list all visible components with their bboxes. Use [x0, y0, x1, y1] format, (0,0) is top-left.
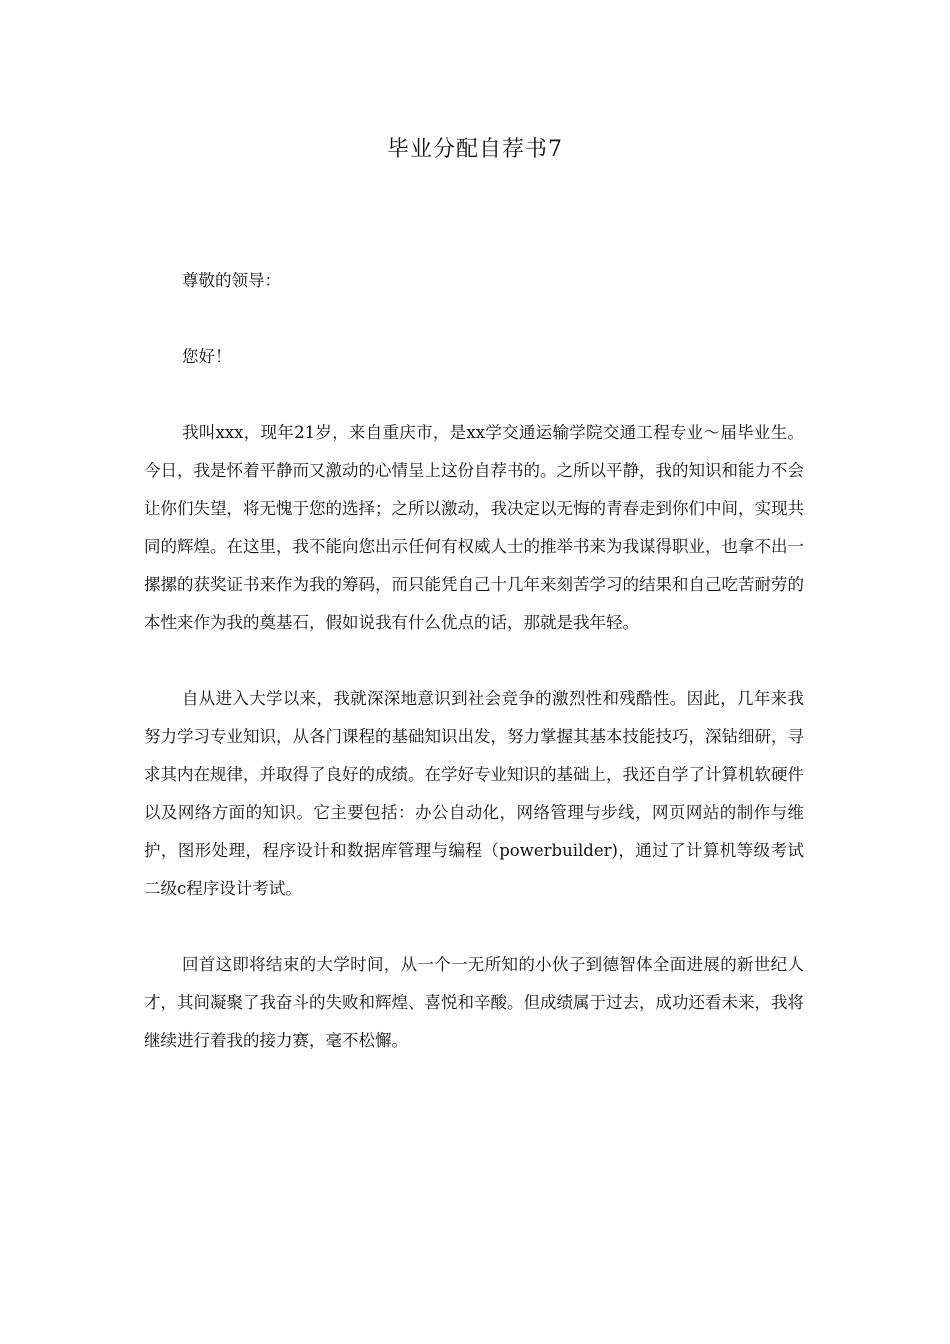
- document-title: 毕业分配自荐书7: [387, 137, 563, 162]
- paragraph-closing: 回首这即将结束的大学时间，从一个一无所知的小伙子到德智体全面进展的新世纪人才，其间凝聚了我奋斗的失败和辉煌、喜悦和辛酸。但成绩属于过去，成功还看未来，我将继续进行着我的接力赛，毫不松懈。: [144, 955, 804, 1050]
- document-body: [144, 262, 804, 1060]
- paragraph-introduction: 我叫xxx，现年21岁，来自重庆市，是xx学交通运输学院交通工程专业～届毕业生。今日，我是怀着平静而又激动的心情呈上这份自荐书的。之所以平静，我的知识和能力不会让你们失望，将无愧于您的选择；之所以激动，我决定以无悔的青春走到你们中间，实现共同的辉煌。在这里，我不能向您出示任何有权威人士的推举书来为我谋得职业，也拿不出一摞摞的获奖证书来作为我的筹码，而只能凭自己十几年来刻苦学习的结果和自己吃苦耐劳的本性来作为我的奠基石，假如说我有什么优点的话，那就是我年轻。: [144, 423, 804, 632]
- paragraph-study: 自从进入大学以来，我就深深地意识到社会竞争的激烈性和残酷性。因此，几年来我努力学习专业知识，从各门课程的基础知识出发，努力掌握其基本技能技巧，深钻细研，寻求其内在规律，并取得了良好的成绩。在学好专业知识的基础上，我还自学了计算机软硬件以及网络方面的知识。它主要包括：办公自动化，网络管理与步线，网页网站的制作与维护，图形处理，程序设计和数据库管理与编程（powerbuilder)，通过了计算机等级考试二级c程序设计考试。: [144, 689, 804, 898]
- greeting: 您好！: [181, 347, 232, 366]
- salutation: 尊敬的领导：: [181, 271, 281, 290]
